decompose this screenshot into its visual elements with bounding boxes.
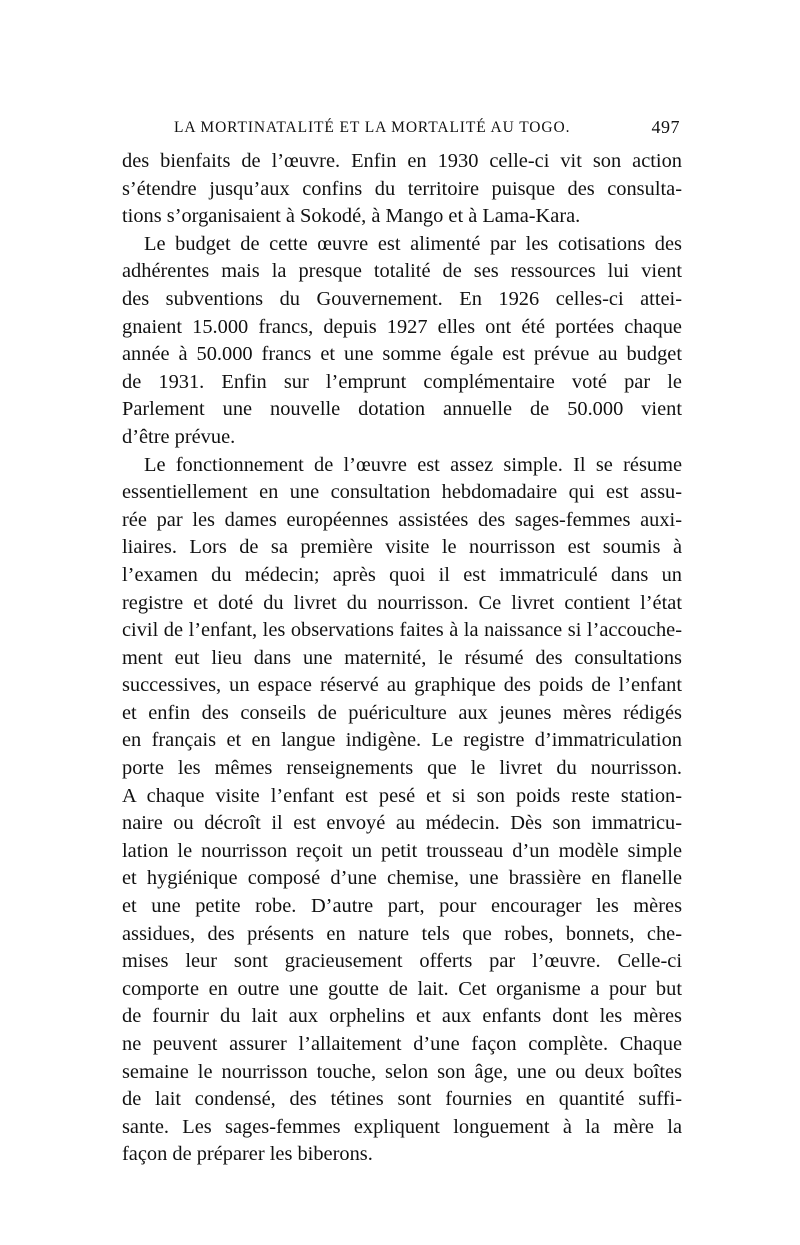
text-line: façon de préparer les biberons. — [122, 1143, 373, 1166]
text-line: liaires. Lors de sa première visite le nourrisson est soumis à — [122, 536, 682, 559]
text-line: et une petite robe. D’autre part, pour encourager les mères — [122, 895, 682, 918]
text-line: assidues, des présents en nature tels que robes, bonnets, che- — [122, 922, 682, 945]
text-line: successives, un espace réservé au graphique des poids de l’enfant — [122, 674, 682, 697]
running-title: LA MORTINATALITÉ ET LA MORTALITÉ AU TOGO. — [174, 119, 571, 136]
text-line: A chaque visite l’enfant est pesé et si son poids reste station- — [122, 784, 682, 807]
page-number: 497 — [651, 117, 680, 137]
text-line: de lait condensé, des tétines sont fournies en quantité suffi- — [122, 1088, 682, 1111]
text-line: registre et doté du livret du nourrisson. Ce livret contient l’état — [122, 591, 682, 614]
text-line: sante. Les sages-femmes expliquent longuement à la mère la — [122, 1115, 682, 1138]
text-line: Le fonctionnement de l’œuvre est assez simple. Il se résume — [144, 453, 682, 476]
text-line: de fournir du lait aux orphelins et aux enfants dont les mères — [122, 1005, 682, 1028]
text-line: porte les mêmes renseignements que le livret du nourrisson. — [122, 757, 682, 780]
text-line: adhérentes mais la presque totalité de ses ressources lui vient — [122, 260, 682, 283]
text-line: de 1931. Enfin sur l’emprunt complémentaire voté par le — [122, 370, 682, 393]
text-line: des subventions du Gouvernement. En 1926 celles-ci attei- — [122, 287, 682, 310]
text-line: naire ou décroît il est envoyé au médecin. Dès son immatricu- — [122, 812, 682, 835]
text-line: Le budget de cette œuvre est alimenté par les cotisations des — [144, 232, 682, 255]
text-line: des bienfaits de l’œuvre. Enfin en 1930 celle-ci vit son action — [122, 150, 682, 172]
running-header — [122, 117, 682, 143]
text-line: civil de l’enfant, les observations faites à la naissance si l’accouche- — [122, 619, 682, 642]
text-line: tions s’organisaient à Sokodé, à Mango et à Lama-Kara. — [122, 205, 581, 228]
text-line: essentiellement en une consultation hebdomadaire qui est assu- — [122, 481, 682, 504]
text-line: ne peuvent assurer l’allaitement d’une façon complète. Chaque — [122, 1033, 682, 1055]
text-line: ment eut lieu dans une maternité, le résumé des consultations — [122, 646, 682, 669]
text-line: et enfin des conseils de puériculture aux jeunes mères rédigés — [122, 701, 682, 724]
text-line: et hygiénique composé d’une chemise, une brassière en flanelle — [122, 867, 682, 890]
text-line: semaine le nourrisson touche, selon son âge, une ou deux boîtes — [122, 1060, 682, 1083]
text-line: rée par les dames européennes assistées des sages-femmes auxi- — [122, 508, 682, 531]
text-line: mises leur sont gracieusement offerts par l’œuvre. Celle-ci — [122, 950, 682, 973]
text-line: comporte en outre une goutte de lait. Cet organisme a pour but — [122, 977, 682, 1000]
text-line: s’étendre jusqu’aux confins du territoire puisque des consulta- — [122, 177, 682, 200]
text-line: en français et en langue indigène. Le registre d’immatriculation — [122, 729, 682, 752]
text-line: l’examen du médecin; après quoi il est immatriculé dans un — [122, 563, 682, 586]
text-line: gnaient 15.000 francs, depuis 1927 elles ont été portées chaque — [122, 315, 682, 338]
text-line: année à 50.000 francs et une somme égale est prévue au budget — [122, 343, 682, 366]
text-line: d’être prévue. — [122, 425, 236, 448]
text-line: Parlement une nouvelle dotation annuelle de 50.000 vient — [122, 398, 682, 421]
body-text — [122, 148, 682, 1169]
text-line: lation le nourrisson reçoit un petit trousseau d’un modèle simple — [122, 839, 682, 862]
